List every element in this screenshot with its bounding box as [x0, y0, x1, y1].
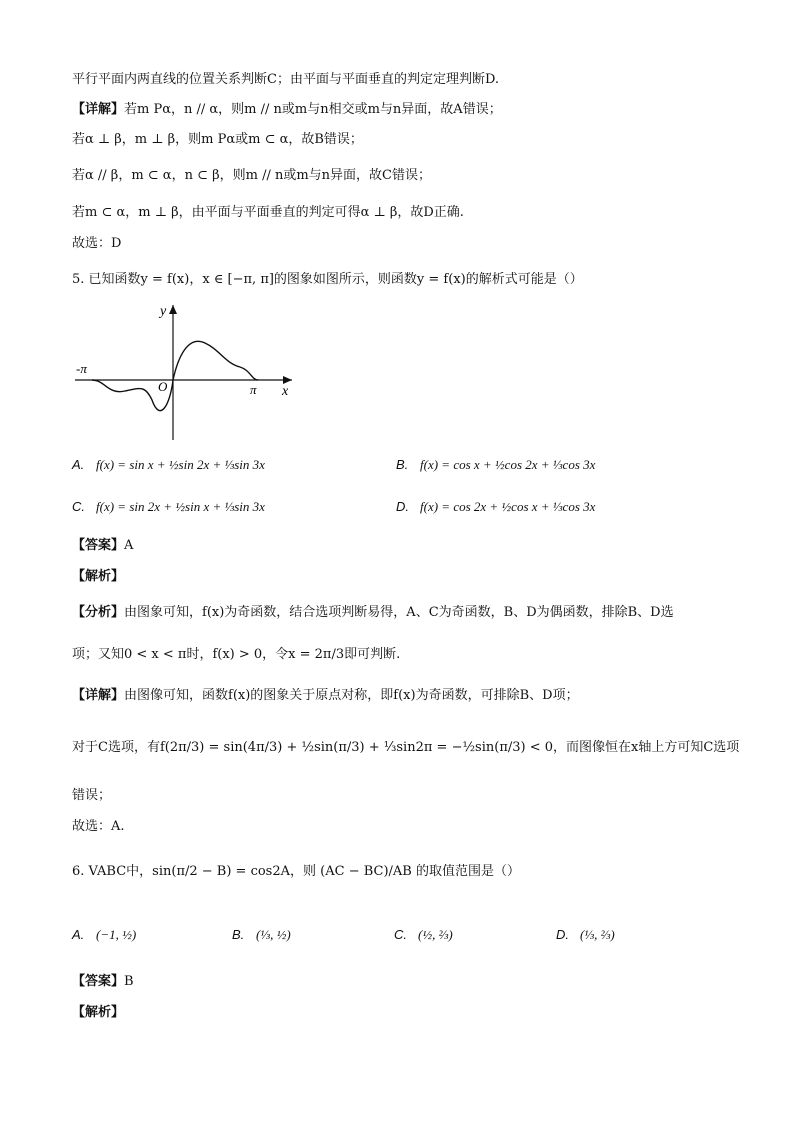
text-line-1: 平行平面内两直线的位置关系判断C；由平面与平面垂直的判定定理判断D.: [72, 72, 500, 87]
text-line-3: 若α ⊥ β，m ⊥ β，则m Pα或m ⊂ α，故B错误；: [72, 132, 363, 147]
origin-label: O: [158, 379, 168, 394]
fenxi-tag: 【分析】: [72, 605, 125, 620]
q5-option-a: A. f(x) = sin x + ½sin 2x + ⅓sin 3x: [72, 457, 265, 472]
xiangjie-line-1: [72, 686, 579, 706]
analysis-tag-5: 【解析】: [72, 569, 125, 584]
text-line-4: 若α // β，m ⊂ α，n ⊂ β，则m // n或m与n异面，故C错误；: [72, 168, 431, 183]
x-axis-label: x: [282, 384, 289, 399]
neg-pi-label: -π: [76, 361, 87, 376]
xiangjie-line-3: 错误；: [72, 788, 112, 803]
xiangjie-line-2: 对于C选项，有f(2π/3) = sin(4π/3) + ½sin(π/3) + ⅓sin2π = −½sin(π/3) < 0，而图像恒在x轴上方可知C选项: [72, 740, 740, 755]
q6-option-b: B. (⅓, ½): [232, 927, 291, 942]
xiangjie-tag: 【详解】: [72, 688, 125, 703]
conclusion-line-5: 故选：A.: [72, 819, 125, 834]
answer-5: [72, 536, 133, 556]
text-line-5: 若m ⊂ α，m ⊥ β，由平面与平面垂直的判定可得α ⊥ β，故D正确.: [72, 205, 464, 220]
x-axis-arrow: [283, 376, 292, 384]
xiangjie-text: 由图像可知，函数f(x)的图象关于原点对称，即f(x)为奇函数，可排除B、D项；: [124, 688, 579, 703]
detail-text: 若m Pα，n // α，则m // n或m与n相交或m与n异面，故A错误；: [124, 102, 502, 117]
q5-option-b: B. f(x) = cos x + ½cos 2x + ⅓cos 3x: [396, 457, 596, 472]
q5-option-c: C. f(x) = sin 2x + ½sin x + ⅓sin 3x: [72, 499, 265, 514]
fenxi-line-2: 项；又知0 < x < π时，f(x) > 0，令x = 2π/3即可判断.: [72, 647, 401, 662]
function-curve: [92, 341, 258, 410]
answer-value: A: [124, 538, 134, 553]
answer-tag: 【答案】: [72, 538, 125, 553]
q6-option-c: C. (½, ⅔): [394, 927, 453, 942]
q6-option-a: A. (−1, ½): [72, 927, 137, 942]
fenxi-line-1: [72, 603, 674, 623]
y-axis-arrow: [169, 305, 177, 314]
q6-option-d: D. (⅓, ⅔): [556, 927, 615, 942]
analysis-tag-6: 【解析】: [72, 1005, 125, 1020]
q5-option-d: D. f(x) = cos 2x + ½cos x + ⅓cos 3x: [396, 499, 596, 514]
detail-tag: 【详解】: [72, 102, 125, 117]
conclusion-line-1: 故选：D: [72, 236, 122, 251]
function-graph: [70, 295, 300, 445]
y-axis-label: y: [160, 304, 167, 319]
answer-value: B: [124, 974, 134, 989]
pi-label: π: [250, 382, 257, 397]
question-6: 6. VABC中，sin(π/2 − B) = cos2A，则 (AC − BC)/AB 的取值范围是（）: [72, 864, 520, 879]
detail-line-1: [72, 100, 502, 120]
fenxi-text: 由图象可知，f(x)为奇函数，结合选项判断易得，A、C为奇函数，B、D为偶函数，排除B、D选: [124, 605, 674, 620]
question-5: 5. 已知函数y = f(x)，x ∈ [−π, π]的图象如图所示，则函数y = f(x)的解析式可能是（）: [72, 272, 583, 287]
answer-tag: 【答案】: [72, 974, 125, 989]
answer-6: [72, 972, 134, 992]
